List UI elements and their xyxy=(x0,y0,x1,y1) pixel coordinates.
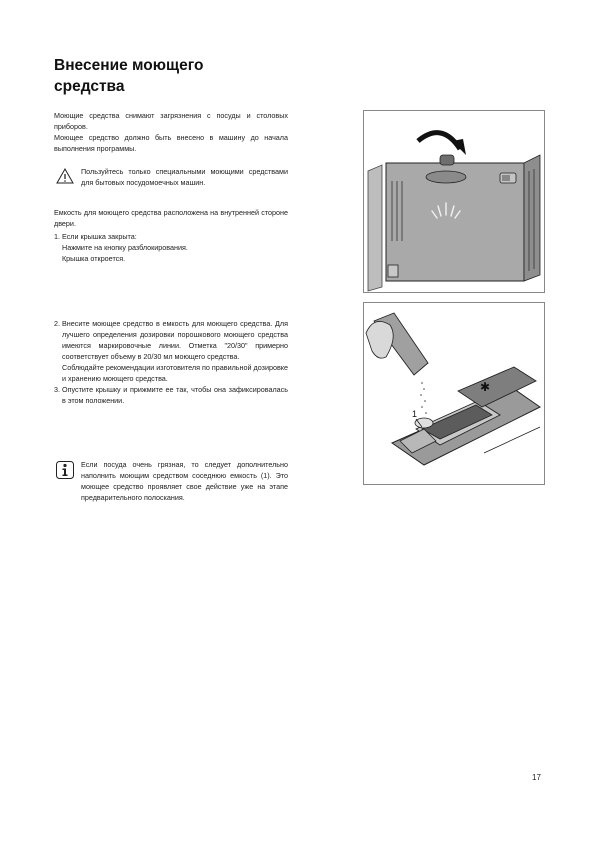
step-2 xyxy=(54,318,288,384)
page-title-line-2: средства xyxy=(54,78,125,95)
figure-dispenser-closed xyxy=(363,110,545,293)
location-and-step-1 xyxy=(54,207,288,264)
page-number: 17 xyxy=(532,773,541,782)
star-mark-icon: ✱ xyxy=(480,380,491,394)
step-number: 3. xyxy=(54,385,60,394)
location-text: Емкость для моющего средства расположена на внутренней стороне двери. xyxy=(54,208,288,228)
step-number: 1. xyxy=(54,232,60,241)
step-2-text-2: Соблюдайте рекомендации изготовителя по правильной дозировке и хранению моющего средства. xyxy=(62,363,288,383)
step-2-text: Внесите моющее средство в емкость для моющего средства. Для лучшего определения дозировки порошкового моющего средства имеются маркировочные линии. Отметка "20/30" примерно соответствует объему в 20/30 мл моющего средства. xyxy=(62,319,288,361)
step-number: 2. xyxy=(54,319,60,328)
intro-paragraph-1: Моющие средства снимают загрязнения с посуды и столовых приборов. xyxy=(54,111,288,131)
step-1 xyxy=(54,231,288,264)
step-1-line-1: Если крышка закрыта: xyxy=(62,232,137,241)
dispenser-closed-illustration xyxy=(364,111,544,292)
warning-text: Пользуйтесь только специальными моющими средствами для бытовых посудомоечных машин. xyxy=(81,167,288,187)
step-1-line-3: Крышка откроется. xyxy=(62,254,126,263)
steps-2-3 xyxy=(54,318,288,406)
intro-section xyxy=(54,110,288,154)
figure-dispenser-filling xyxy=(363,302,545,485)
step-3-text: Опустите крышку и прижмите ее так, чтобы она зафиксировалась в этом положении. xyxy=(62,385,288,405)
step-1-line-2: Нажмите на кнопку разблокирования. xyxy=(62,243,188,252)
step-3 xyxy=(54,384,288,406)
info-icon xyxy=(56,461,74,479)
page-title-line-1: Внесение моющего xyxy=(54,57,204,74)
info-text: Если посуда очень грязная, то следует дополнительно наполнить моющим средством соседнюю емкость (1). Это моющее средство проявляет свое действие уже на этапе предварительного полоскания. xyxy=(81,460,288,502)
intro-paragraph-2: Моющее средство должно быть внесено в машину до начала выполнения программы. xyxy=(54,133,288,153)
warning-triangle-icon xyxy=(56,168,74,184)
compartment-label: 1 xyxy=(412,409,418,419)
page-title xyxy=(54,55,294,97)
dispenser-filling-illustration xyxy=(364,303,544,484)
